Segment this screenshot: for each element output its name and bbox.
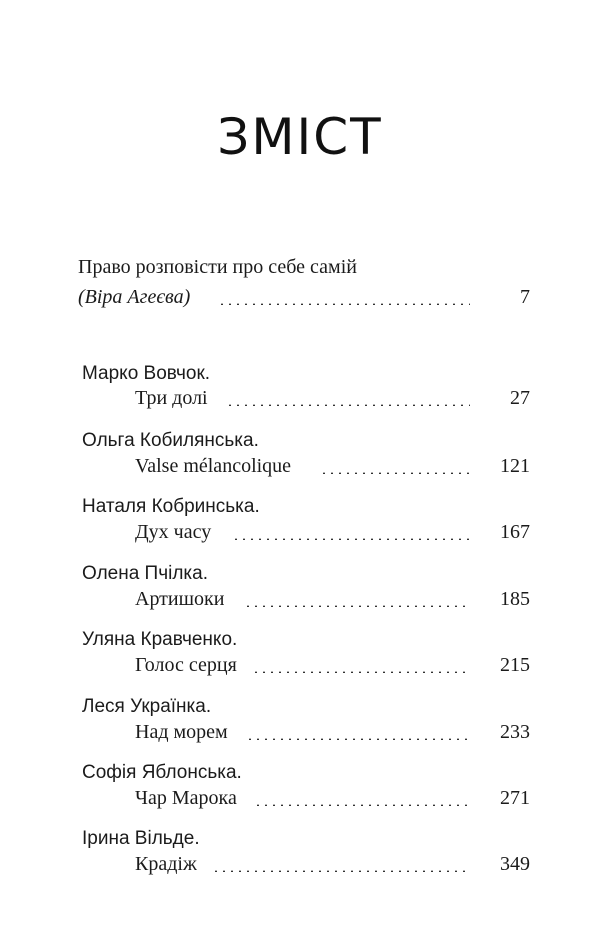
author-name: Ірина Вільде. — [82, 828, 200, 849]
story-title: Над морем — [135, 721, 228, 743]
page-number: 215 — [500, 654, 530, 676]
page-number: 167 — [500, 521, 530, 543]
story-title: Чар Марока — [135, 787, 237, 809]
dot-leader — [218, 303, 470, 305]
intro-author-line: (Віра Агеєва) — [78, 286, 191, 308]
author-name: Уляна Кравченко. — [82, 629, 238, 650]
dot-leader — [226, 404, 470, 406]
dot-leader — [232, 538, 470, 540]
page-number: 185 — [500, 588, 530, 610]
story-title: Голос серця — [135, 654, 237, 676]
story-title: Крадіж — [135, 853, 197, 875]
author-name: Софія Яблонська. — [82, 762, 242, 783]
page-number: 27 — [510, 387, 530, 409]
dot-leader — [244, 605, 470, 607]
author-name: Олена Пчілка. — [82, 563, 208, 584]
story-title: Три долі — [135, 387, 208, 409]
page-number: 7 — [520, 286, 530, 308]
dot-leader — [254, 804, 470, 806]
story-title: Дух часу — [135, 521, 212, 543]
dot-leader — [252, 671, 470, 673]
page-number: 121 — [500, 455, 530, 477]
dot-leader — [246, 738, 470, 740]
dot-leader — [212, 870, 470, 872]
page-title: ЗМІСТ — [217, 108, 383, 166]
page-number: 271 — [500, 787, 530, 809]
page-number: 233 — [500, 721, 530, 743]
intro-title-line: Право розповісти про себе самій — [78, 256, 357, 278]
author-name: Марко Вовчок. — [82, 363, 211, 384]
author-name: Леся Українка. — [82, 696, 212, 717]
story-title: Valse mélancolique — [135, 455, 292, 477]
page-number: 349 — [500, 853, 530, 875]
author-name: Наталя Кобринська. — [82, 496, 260, 517]
story-title: Артишоки — [135, 588, 225, 610]
author-name: Ольга Кобилянська. — [82, 430, 259, 451]
dot-leader — [320, 472, 470, 474]
